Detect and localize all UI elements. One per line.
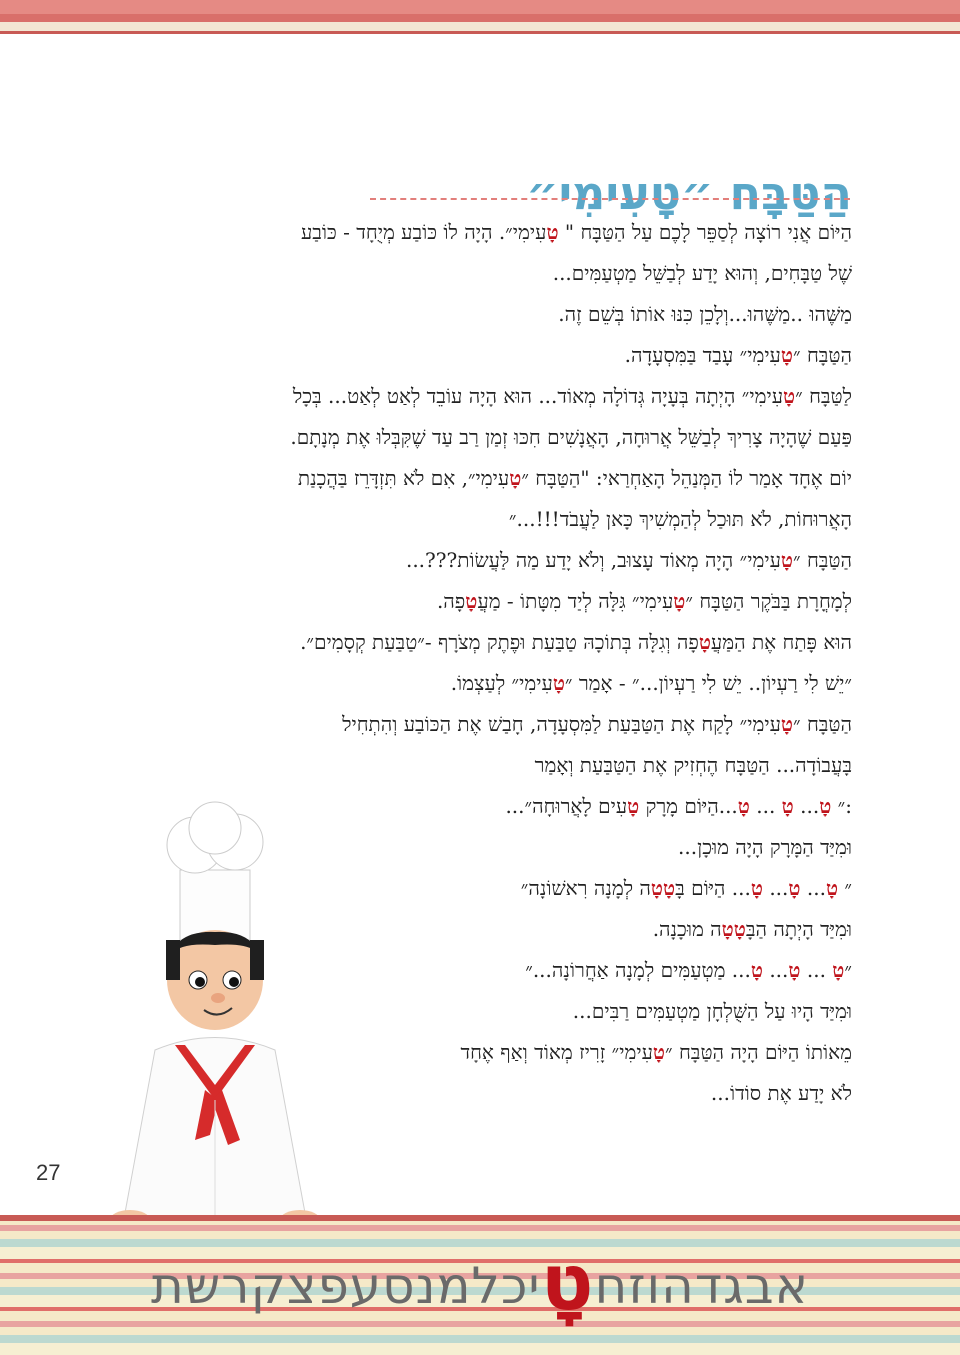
highlight-letter: טָ [780, 548, 793, 572]
hebrew-alphabet-strip [80, 1238, 880, 1328]
story-line [108, 335, 852, 376]
line-text: הַטַּבָּח ״ [792, 712, 852, 736]
line-text: עִימִי״, אִם לֹא תִּזְדָּרֵז בַּהֲכָנַת [297, 466, 510, 490]
highlight-letter: טָ [788, 876, 801, 900]
line-text: ״יֵשׁ לִי רַעְיוֹן.. יֵשׁ לִי רַעְיוֹן...״ - אָמַר ״ [564, 671, 852, 695]
alphabet-after: יכלמנסעפצקרשת [150, 1257, 541, 1315]
line-text: ... [800, 876, 826, 900]
story-line [108, 294, 852, 335]
line-text: הוּא פָּתַח אֶת הַמַּעֲ [710, 630, 852, 654]
highlight-letter: טָ [819, 794, 832, 818]
title-dashed-underline [370, 198, 850, 200]
story-line [108, 417, 852, 458]
line-text: בָּעֲבוֹדָה... הַטַּבָּח הֶחְזִיק אֶת הַטַּבַּעַת וְאָמַר [534, 753, 852, 777]
chef-illustration [100, 800, 330, 1240]
alphabet-before: אבגדהוזח [594, 1257, 810, 1315]
highlight-letter: טָ [509, 466, 522, 490]
line-text: לֹא יָדַע אֶת סוֹדוֹ... [710, 1081, 852, 1105]
highlight-letter: טָ [673, 589, 686, 613]
highlight-letter: טָ [788, 958, 801, 982]
line-text: ... [762, 958, 789, 982]
story-line [108, 499, 852, 540]
highlight-letter: טָ [552, 671, 565, 695]
highlight-letter: טָ [465, 589, 478, 613]
story-line [108, 253, 852, 294]
line-text: עִימִי״ הָיְתָה בְּעָיָה גְּדוֹלָה מְאוֹד... הוּא הָיָה עוֹבֵד לְאַט לְאַט... בְּכָל [292, 384, 784, 408]
line-text: וּמִיַּד הָיוּ עַל הַשֻּׁלְחָן מַטְעַמִּים רַבִּים... [572, 999, 852, 1023]
line-text: ... הַיּוֹם בָּ [675, 876, 751, 900]
alphabet-highlight-letter: טָ [540, 1238, 595, 1328]
line-text: עִימִי״. הָיָה לוֹ כּוֹבַע מְיֻחָד - כּוֹבַע [300, 220, 547, 244]
line-text: פַּעַם שֶׁהָיָה צָרִיךְ לְבַשֵּׁל אֲרוּחָה, הָאֲנָשִׁים חִכּוּ זְמַן רַב עַד שֶׁקִּבְּלוּ אֶת מְנָתָם. [290, 425, 852, 449]
highlight-letter: טָ [750, 876, 763, 900]
line-text: פָה וְגִלָּה בְּתוֹכָהּ טַבַּעַת וּפֶתֶק מְצֹרָף -״טַבַּעַת קְסָמִים״. [300, 630, 699, 654]
line-text: וּמִיַּד הַמָּרָק הָיָה מוּכָן... [678, 835, 852, 859]
highlight-letter: טָ [825, 876, 839, 900]
highlight-letter: טָ [783, 384, 796, 408]
highlight-letter: טָ [627, 794, 640, 818]
line-text: ... מַטְעַמִּים לְמָנָה אַחֲרוֹנָה...״ [525, 958, 751, 982]
highlight-letter: טָ [832, 958, 845, 982]
line-text: הַטַּבָּח ״ [792, 548, 852, 572]
highlight-letter: טָ [652, 1040, 666, 1064]
line-text: עִימִי״ לְעַצְמוֹ. [450, 671, 553, 695]
highlight-letter: טָ [750, 958, 763, 982]
line-text: עִימִי״ לָקַח אֶת הַטַּבַּעַת לַמִּסְעָדָה, חָבַשׁ אֶת הַכּוֹבַע וְהִתְחִיל [342, 712, 781, 736]
story-line [108, 458, 852, 499]
story-line [108, 540, 852, 581]
highlight-letter: טָ [780, 343, 793, 367]
line-text: שֶׁל טַבָּחִים, וְהוּא יָדַע לְבַשֵּׁל מַטְעַמִּים... [552, 261, 852, 285]
line-text: הָאֲרוּחוֹת, לֹא תּוּכַל לְהַמְשִׁיךְ כָּאן לַעֲבֹד!!!...״ [508, 507, 852, 531]
line-text: עִים לָאֲרוּחָה״... [505, 794, 628, 818]
line-text: ... [762, 876, 789, 900]
story-line [108, 581, 852, 622]
highlight-letter: טָ [698, 630, 711, 654]
line-text: פָה. [436, 589, 466, 613]
line-text: מַשֶּׁהוּ ..מַשֶּׁהוּ...וְלָכֵן כִּנּוּ אוֹתוֹ בְּשֵׁם זֶה. [558, 302, 852, 326]
line-text: עִימִי״ עָבַד בַּמִּסְעָדָה. [624, 343, 781, 367]
story-line [108, 376, 852, 417]
line-text: לְמָחֳרָת בַּבֹּקֶר הַטַּבָּח ״ [685, 589, 852, 613]
highlight-letter: טָטָ [650, 876, 676, 900]
highlight-letter: טָ [781, 794, 794, 818]
line-text: ... [793, 794, 820, 818]
page-number: 27 [36, 1160, 61, 1185]
story-line [108, 745, 852, 786]
line-text: :״ [831, 794, 852, 818]
line-text: מֵאוֹתוֹ הַיּוֹם הָיָה הַטַּבָּח ״ [665, 1040, 852, 1064]
line-text: הַטַּבָּח ״ [792, 343, 852, 367]
highlight-letter: טָטָ [721, 917, 746, 941]
line-text: ״ [838, 876, 852, 900]
line-text: ה לְמָנָה רִאשׁוֹנָה״ [520, 876, 651, 900]
highlight-letter: טָ [546, 220, 559, 244]
line-text: עִימִי״ גִּלָּה לְיַד מִטָּתוֹ - מַעֲ [477, 589, 674, 613]
line-text: לַטַּבָּח ״ [795, 384, 852, 408]
highlight-letter: טָ [780, 712, 793, 736]
story-line [108, 622, 852, 663]
line-text: ...הַיּוֹם מָרָק [639, 794, 738, 818]
line-text: הַיּוֹם אֲנִי רוֹצָה לְסַפֵּר לָכֶם עַל הַטַּבָּח " [558, 220, 852, 244]
story-line [108, 663, 852, 704]
line-text: ה מוּכָנָה. [652, 917, 722, 941]
story-line [108, 212, 852, 253]
line-text: ... [749, 794, 782, 818]
story-line [108, 704, 852, 745]
line-text: ... [800, 958, 833, 982]
line-text: ״ [844, 958, 852, 982]
line-text: עִימִי״ הָיָה מְאוֹד עָצוּב, וְלֹא יָדַע מַה לַּעֲשׂוֹת???... [405, 548, 781, 572]
line-text: עִימִי״ זָרִיז מְאוֹד וְאַף אֶחָד [460, 1040, 653, 1064]
line-text: יוֹם אֶחָד אָמַר לוֹ הַמְּנַהֵל הָאַחְרַאי: "הַטַּבָּח ״ [521, 466, 852, 490]
line-text: וּמִיַּד הָיְתָה הַבָּ [745, 917, 852, 941]
highlight-letter: טָ [737, 794, 750, 818]
page-title: הַטַּבָּח ״טָעִימִי״ [525, 165, 852, 220]
top-decorative-band [0, 0, 960, 34]
